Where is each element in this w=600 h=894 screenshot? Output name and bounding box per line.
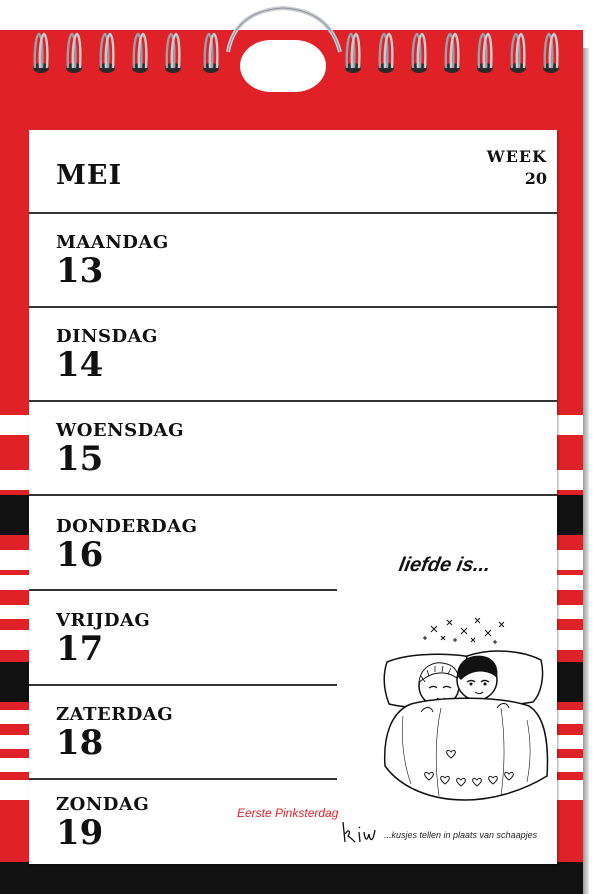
spiral-ring xyxy=(129,28,151,76)
divider xyxy=(29,778,337,780)
spiral-ring xyxy=(342,28,364,76)
spiral-ring xyxy=(200,28,222,76)
week-label: WEEK xyxy=(486,147,547,166)
spiral-ring xyxy=(375,28,397,76)
day-wednesday xyxy=(56,420,184,479)
spiral-ring xyxy=(63,28,85,76)
month-title: MEI xyxy=(56,160,123,191)
artist-signature xyxy=(339,818,379,848)
spiral-ring xyxy=(30,28,52,76)
week-indicator xyxy=(487,146,547,190)
day-name: DINSDAG xyxy=(56,326,158,347)
divider xyxy=(29,400,557,402)
day-thursday xyxy=(56,516,197,575)
day-tuesday xyxy=(56,326,158,385)
week-number: 20 xyxy=(524,169,547,188)
day-name: ZONDAG xyxy=(56,794,150,815)
cartoon-caption: ...kusjes tellen in plaats van schaapjes xyxy=(384,830,538,840)
divider xyxy=(29,684,337,686)
day-date: 15 xyxy=(56,439,104,479)
day-date: 18 xyxy=(56,723,104,763)
day-date: 13 xyxy=(56,251,104,291)
divider xyxy=(29,494,557,496)
day-date: 14 xyxy=(56,345,104,385)
spiral-ring xyxy=(441,28,463,76)
spiral-ring xyxy=(474,28,496,76)
day-name: VRIJDAG xyxy=(56,610,151,631)
spiral-ring xyxy=(507,28,529,76)
day-date: 16 xyxy=(56,535,104,575)
stripe xyxy=(0,862,583,894)
spiral-ring xyxy=(96,28,118,76)
day-name: MAANDAG xyxy=(56,232,169,253)
spiral-ring xyxy=(408,28,430,76)
spiral-ring xyxy=(162,28,184,76)
divider xyxy=(29,589,337,591)
day-saturday xyxy=(56,704,173,763)
board-edge-shadow xyxy=(583,48,589,894)
day-monday xyxy=(56,232,169,291)
spiral-ring xyxy=(540,28,562,76)
divider xyxy=(29,212,557,214)
day-friday xyxy=(56,610,150,669)
day-sunday xyxy=(56,794,149,853)
calendar-page xyxy=(29,130,557,864)
divider xyxy=(29,306,557,308)
day-date: 19 xyxy=(56,813,104,853)
holiday-note: Eerste Pinksterdag xyxy=(237,806,339,820)
day-name: ZATERDAG xyxy=(56,704,174,725)
day-name: DONDERDAG xyxy=(56,516,198,537)
cartoon-title: liefde is... xyxy=(397,554,493,576)
day-name: WOENSDAG xyxy=(56,420,185,441)
day-date: 17 xyxy=(56,629,104,669)
cartoon-illustration xyxy=(381,616,551,816)
